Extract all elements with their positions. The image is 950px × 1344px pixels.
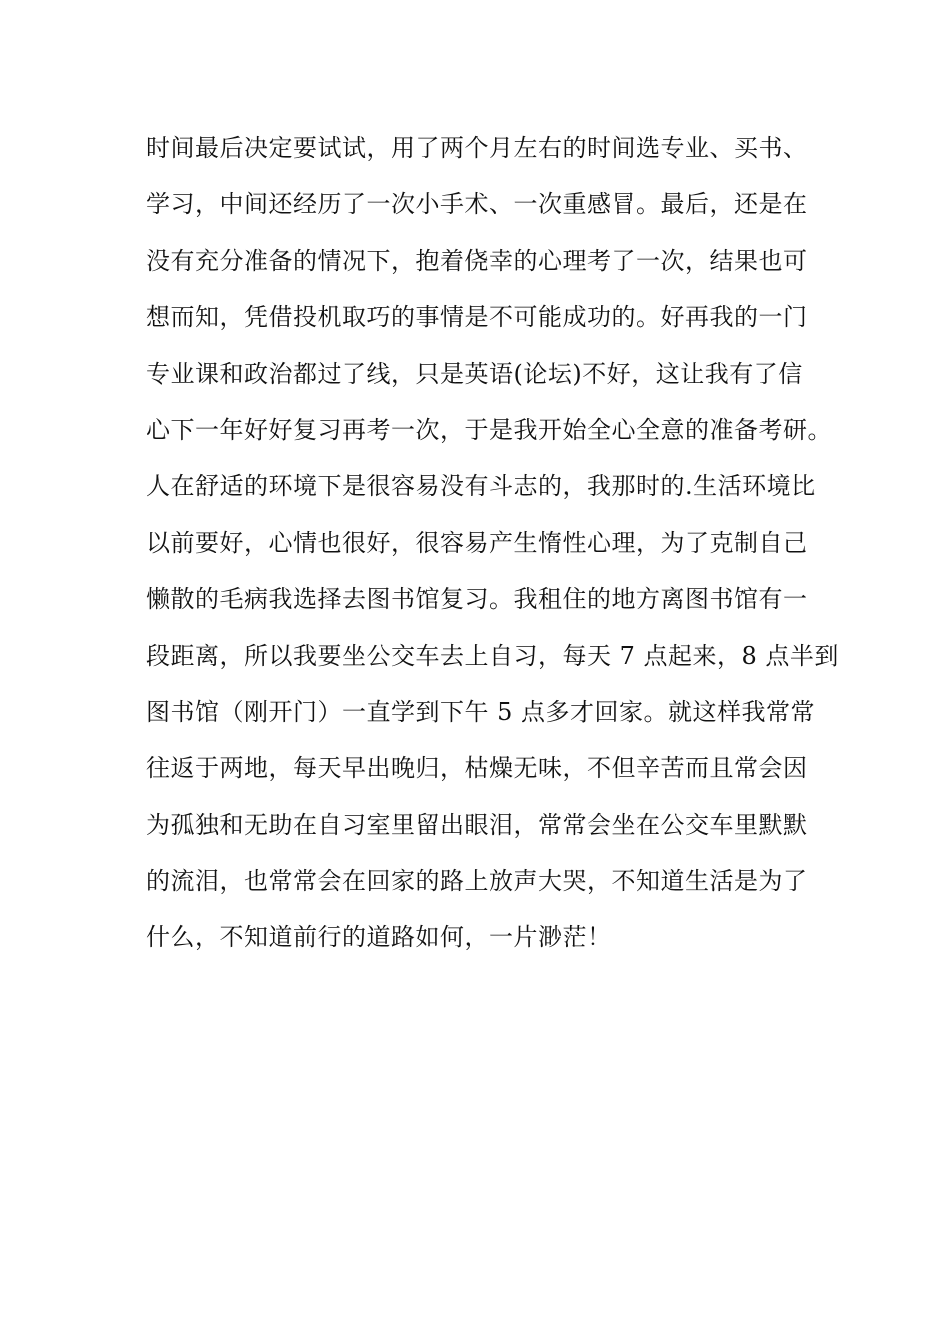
body-text <box>146 128 839 974</box>
text-line: 想而知，凭借投机取巧的事情是不可能成功的。好再我的一门 <box>146 303 808 332</box>
text-line: 段距离，所以我要坐公交车去上自习，每天 7 点起来，8 点半到 <box>146 641 839 670</box>
text-line: 为孤独和无助在自习室里留出眼泪，常常会坐在公交车里默默 <box>146 810 808 839</box>
text-line: 人在舒适的环境下是很容易没有斗志的，我那时的.生活环境比 <box>146 472 816 501</box>
text-line: 什么，不知道前行的道路如何，一片渺茫！ <box>146 923 612 952</box>
text-line: 图书馆（刚开门）一直学到下午 5 点多才回家。就这样我常常 <box>146 697 816 726</box>
text-line: 往返于两地，每天早出晚归，枯燥无味，不但辛苦而且常会因 <box>146 754 808 783</box>
text-line: 没有充分准备的情况下，抱着侥幸的心理考了一次，结果也可 <box>146 246 808 275</box>
text-line: 专业课和政治都过了线，只是英语(论坛)不好，这让我有了信 <box>146 359 803 388</box>
text-line: 以前要好，心情也很好，很容易产生惰性心理，为了克制自己 <box>146 528 808 557</box>
text-line: 心下一年好好复习再考一次，于是我开始全心全意的准备考研。 <box>146 415 832 444</box>
text-line: 懒散的毛病我选择去图书馆复习。我租住的地方离图书馆有一 <box>146 585 808 614</box>
text-line: 时间最后决定要试试，用了两个月左右的时间选专业、买书、 <box>146 134 808 162</box>
text-line: 学习，中间还经历了一次小手术、一次重感冒。最后，还是在 <box>146 190 808 219</box>
text-line: 的流泪，也常常会在回家的路上放声大哭，不知道生活是为了 <box>146 867 808 896</box>
